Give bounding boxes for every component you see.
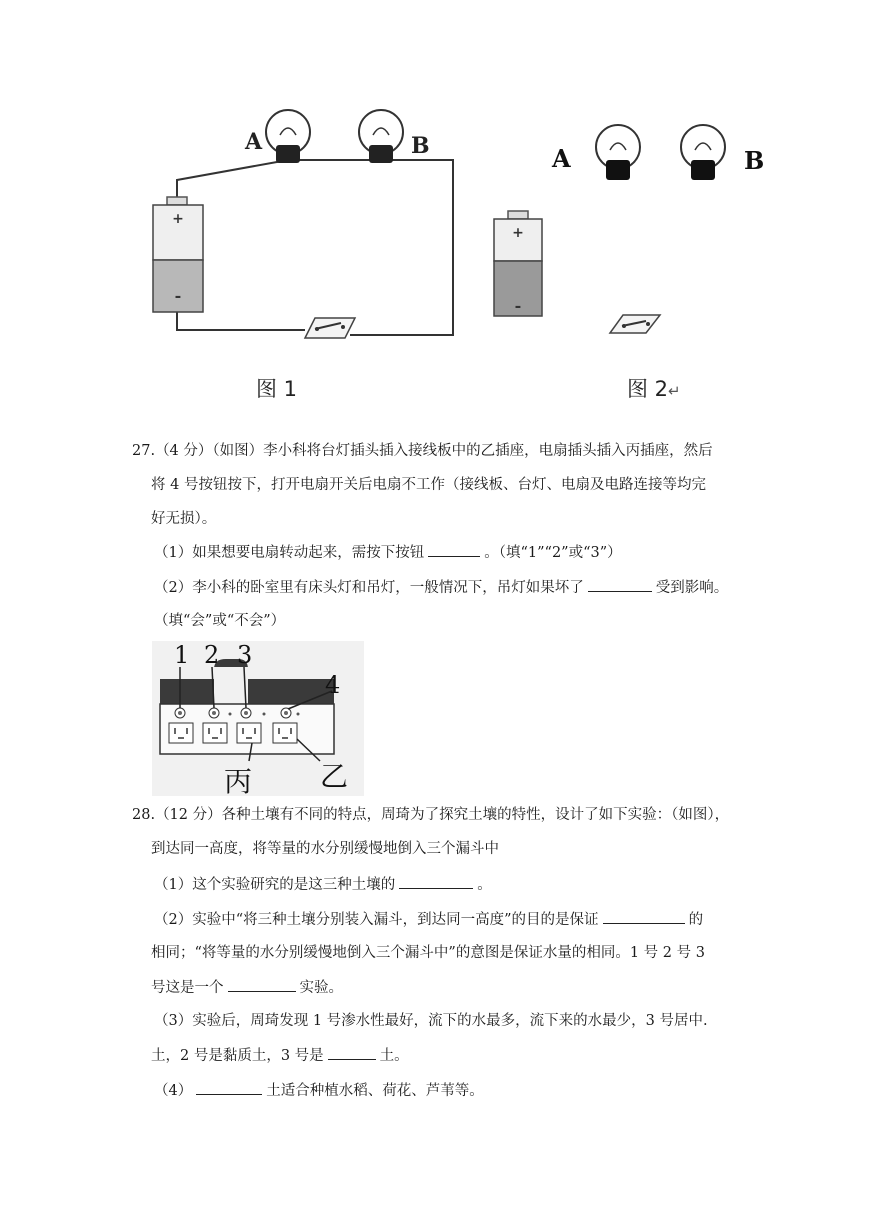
bulb-b-label: B xyxy=(411,133,430,159)
answer-blank[interactable] xyxy=(399,874,473,889)
bulb-b-icon xyxy=(681,125,725,180)
label-3: 3 xyxy=(237,641,253,669)
socket-icon xyxy=(273,723,297,743)
answer-blank[interactable] xyxy=(228,977,296,992)
q27-line-2: 将 4 号按钮按下，打开电扇开关后电扇不工作（接线板、台灯、电扇及电路连接等均完 xyxy=(151,477,706,493)
figure-1-circuit xyxy=(145,105,465,360)
svg-text:+: + xyxy=(172,211,184,227)
label-yi: 乙 xyxy=(320,760,349,793)
bulb-a-label: A xyxy=(245,129,263,155)
figure-2-components xyxy=(488,105,778,360)
q28-line-2: 到达同一高度，将等量的水分别缓慢地倒入三个漏斗中 xyxy=(151,841,499,857)
socket-icon xyxy=(169,723,193,743)
q28-sub3-line-1: （3）实验后，周琦发现 1 号渗水性最好，流下的水最多，流下来的水最少，3 号居中. xyxy=(154,1013,708,1029)
svg-text:+: + xyxy=(512,225,524,241)
power-strip-figure xyxy=(152,641,364,796)
svg-text:-: - xyxy=(514,296,522,315)
battery-icon xyxy=(494,211,542,316)
answer-blank[interactable] xyxy=(588,577,652,592)
bulb-a-icon xyxy=(266,110,310,163)
label-1: 1 xyxy=(174,641,190,669)
socket-icon xyxy=(203,723,227,743)
q28-sub2-line-2: 相同；“将等量的水分别缓慢地倒入三个漏斗中”的意图是保证水量的相同。1 号 2 号 3 xyxy=(151,945,705,961)
q28-number: 28. xyxy=(132,807,156,823)
figure-1-caption: 图 1 xyxy=(256,377,298,401)
answer-blank[interactable] xyxy=(196,1080,262,1095)
q27-line-3: 好无损）。 xyxy=(151,511,217,527)
socket-icon xyxy=(237,723,261,743)
label-2: 2 xyxy=(204,641,220,669)
q28-sub2: （2）实验中“将三种土壤分别装入漏斗，到达同一高度”的目的是保证 的 xyxy=(154,909,703,930)
switch-icon xyxy=(305,318,355,338)
q27-sub2-hint: （填“会”或“不会”） xyxy=(154,613,286,629)
q28-sub4: （4） 土适合种植水稻、荷花、芦苇等。 xyxy=(154,1080,484,1101)
power-strip-diagram xyxy=(152,641,364,796)
q27-number: 27. xyxy=(132,443,156,459)
answer-blank[interactable] xyxy=(328,1045,376,1060)
button-icon xyxy=(241,708,251,718)
answer-blank[interactable] xyxy=(428,542,480,557)
q27-sub1: （1）如果想要电扇转动起来，需按下按钮 。（填“1”“2”或“3”） xyxy=(154,542,622,563)
q28-sub1: （1）这个实验研究的是这三种土壤的 。 xyxy=(154,874,492,895)
bulb-b-icon xyxy=(359,110,403,163)
components-diagram-2 xyxy=(488,105,778,360)
button-icon xyxy=(209,708,219,718)
button-icon xyxy=(281,708,291,718)
bulb-b-label: B xyxy=(744,146,765,175)
bulb-a-icon xyxy=(596,125,640,180)
answer-blank[interactable] xyxy=(603,909,685,924)
button-icon xyxy=(175,708,185,718)
q28-sub3-line-2: 土，2 号是黏质土，3 号是 土。 xyxy=(151,1045,409,1066)
battery-icon xyxy=(153,197,203,312)
q28-sub2-line-3: 号这是一个 实验。 xyxy=(151,977,343,998)
bulb-a-label: A xyxy=(552,144,571,173)
switch-icon xyxy=(610,315,660,333)
figure-2-caption: 图 2↵ xyxy=(627,377,681,401)
label-4: 4 xyxy=(325,671,341,699)
q27-line-1: 27.（4 分）（如图）李小科将台灯插头插入接线板中的乙插座，电扇插头插入丙插座，然后 xyxy=(132,443,713,459)
label-bing: 丙 xyxy=(224,765,253,796)
q27-sub2: （2）李小科的卧室里有床头灯和吊灯，一般情况下，吊灯如果坏了 受到影响。 xyxy=(154,577,728,598)
circuit-diagram-1 xyxy=(145,105,465,360)
wire xyxy=(174,160,453,335)
svg-text:-: - xyxy=(174,286,182,305)
q28-line-1: 28.（12 分）各种土壤有不同的特点，周琦为了探究土壤的特性，设计了如下实验：（如图）， xyxy=(132,807,730,823)
